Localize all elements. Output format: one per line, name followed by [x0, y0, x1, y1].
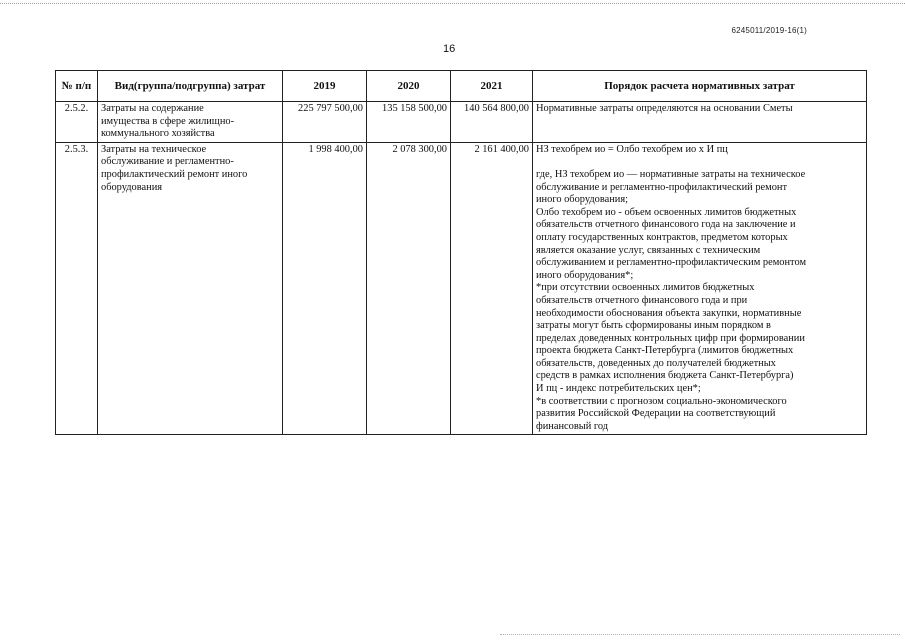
header-2019: 2019: [283, 71, 367, 102]
row-type: [98, 142, 283, 435]
calc-line: обязательств отчетного финансового года на заключение и: [536, 219, 796, 231]
type-line: профилактический ремонт иного: [101, 168, 248, 180]
calc-line: Нормативные затраты определяются на основании Сметы: [536, 103, 793, 114]
calc-line: необходимости обоснования объекта закупки, нормативные: [536, 307, 802, 319]
calc-line: финансовый год: [536, 420, 609, 432]
calc-line: оплату государственных контрактов, предметом которых: [536, 231, 788, 243]
cost-table: [55, 70, 867, 435]
calc-line: И пц - индекс потребительских цен*;: [536, 383, 701, 395]
calc-line: обязательств, доведенных до получателей бюджетных: [536, 357, 776, 369]
value-2021: 140 564 800,00: [451, 102, 533, 143]
calc-line: средств в рамках исполнения бюджета Санкт-Петербурга): [536, 370, 794, 382]
table-header-row: [56, 71, 867, 102]
table-row: [56, 142, 867, 435]
value-2021: 2 161 400,00: [451, 142, 533, 435]
calc-line: проекта бюджета Санкт-Петербурга (лимитов бюджетных: [536, 345, 794, 357]
calc-line: обязательств отчетного финансового года и при: [536, 294, 748, 306]
calc-line: *в соответствии с прогнозом социально-экономического: [536, 395, 787, 407]
type-line: Затраты на техническое: [101, 143, 207, 155]
calc-line: где, НЗ техобрем ио — нормативные затраты на техническое: [536, 168, 806, 180]
calc-formula: НЗ техобрем ио = Олбо техобрем ио х И пц: [536, 143, 728, 155]
value-2020: 135 158 500,00: [367, 102, 451, 143]
calc-line: *при отсутствии освоенных лимитов бюджетных: [536, 282, 755, 294]
page-number: 16: [443, 43, 456, 55]
scan-edge-bottom: [500, 634, 900, 635]
header-num: № п/п: [56, 71, 98, 102]
calc-line: обслуживанием и регламентно-профилактическим ремонтом: [536, 257, 807, 269]
table-row: [56, 102, 867, 143]
row-type: [98, 102, 283, 143]
type-line: обслуживание и регламентно-: [101, 156, 234, 168]
value-2020: 2 078 300,00: [367, 142, 451, 435]
calc-line: иного оборудования*;: [536, 269, 634, 281]
header-type: Вид(группа/подгруппа) затрат: [98, 71, 283, 102]
calc-line: Олбо техобрем ио - объем освоенных лимитов бюджетных: [536, 206, 797, 218]
scan-edge-top: [0, 3, 905, 4]
header-calc: Порядок расчета нормативных затрат: [533, 71, 867, 102]
value-2019: 1 998 400,00: [283, 142, 367, 435]
header-2020: 2020: [367, 71, 451, 102]
calc-line: пределах доведенных контрольных цифр при формировании: [536, 332, 805, 344]
row-calc: [533, 102, 867, 143]
spacer: [536, 156, 863, 169]
row-calc: [533, 142, 867, 435]
calc-line: затраты могут быть сформированы иным порядком в: [536, 320, 771, 332]
type-line: оборудования: [101, 181, 163, 193]
value-2019: 225 797 500,00: [283, 102, 367, 143]
row-number: 2.5.2.: [56, 102, 98, 143]
row-number: 2.5.3.: [56, 142, 98, 435]
type-line: коммунального хозяйства: [101, 128, 215, 140]
calc-line: иного оборудования;: [536, 194, 629, 206]
document-code: 6245011/2019-16(1): [731, 26, 807, 35]
header-2021: 2021: [451, 71, 533, 102]
type-line: имущества в сфере жилищно-: [101, 115, 235, 127]
calc-line: является оказание услуг, связанных с техническим: [536, 244, 761, 256]
calc-line: обслуживание и регламентно-профилактический ремонт: [536, 181, 787, 193]
type-line: Затраты на содержание: [101, 103, 204, 114]
calc-line: развития Российской Федерации на соответствующий: [536, 408, 776, 420]
